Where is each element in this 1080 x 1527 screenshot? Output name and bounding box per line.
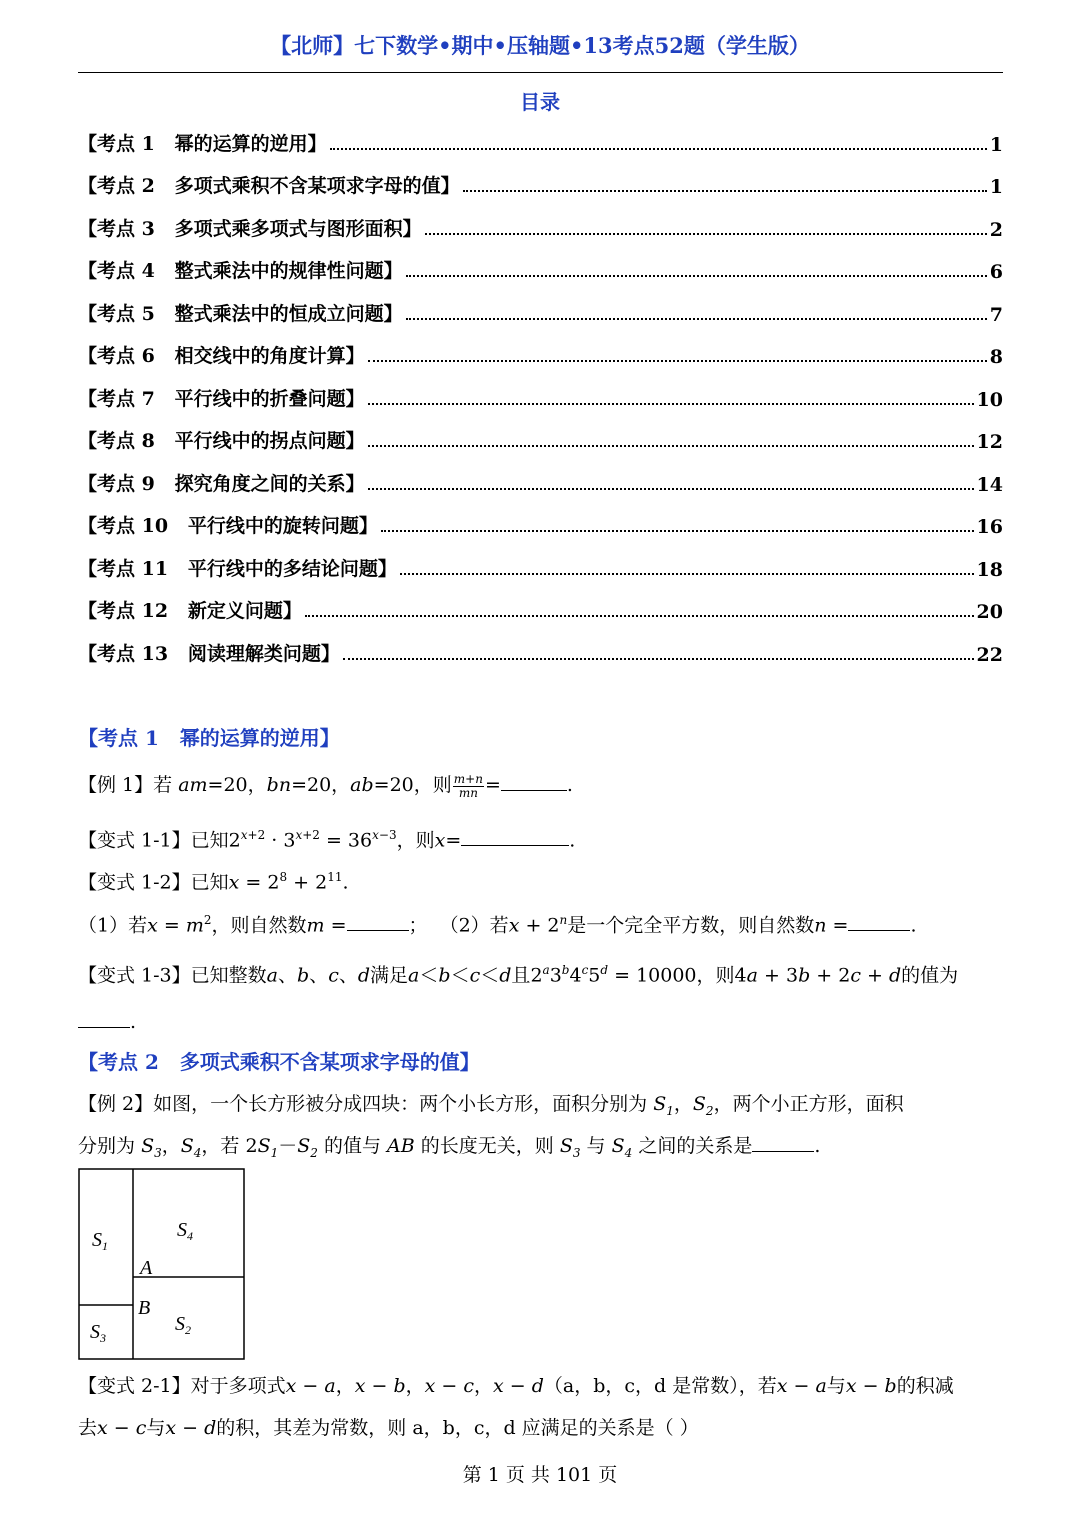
variant-2-1-line1: 【变式 2-1】对于多项式x − a，x − b，x − c，x − d（a，b，c，d 是常数），若x − a与x − b的积减	[78, 1375, 954, 1397]
toc-item-label: 【考点 9 探究角度之间的关系】	[78, 473, 365, 495]
toc-leader-dots	[305, 615, 974, 617]
section-title: 【考点 2 多项式乘积不含某项求字母的值】	[78, 1050, 480, 1074]
toc-item[interactable]	[78, 593, 1003, 623]
toc-leader-dots	[330, 148, 987, 150]
toc-item[interactable]	[78, 253, 1003, 283]
toc-item-page: 14	[976, 474, 1003, 496]
example-2-line2: 分别为 $S_3$，$S_4$，若 $2S_1-S_2$ 的值与 AB 的长度无关，则 $S_3$ 与 $S_4$ 之间的关系是 .	[78, 1126, 1003, 1173]
label-a: A	[140, 1257, 153, 1279]
toc-item[interactable]	[78, 423, 1003, 453]
variant-label: 【变式 2-1】	[78, 1375, 191, 1397]
toc-item-page: 10	[976, 389, 1003, 411]
variant-label: 【变式 1-2】	[78, 871, 191, 894]
toc-item[interactable]	[78, 551, 1003, 581]
label-s2: $S_2$	[175, 1313, 191, 1337]
toc-item-page: 8	[989, 346, 1003, 368]
toc-item-page: 12	[976, 431, 1003, 453]
label-s1: $S_1$	[92, 1229, 108, 1253]
toc-item[interactable]	[78, 381, 1003, 411]
toc-item[interactable]	[78, 636, 1003, 666]
toc-item-page: 1	[989, 176, 1003, 198]
toc-item-page: 6	[989, 261, 1003, 283]
toc-item[interactable]	[78, 168, 1003, 198]
label-s3: $S_3$	[90, 1321, 106, 1345]
toc-item-page: 1	[989, 134, 1003, 156]
toc-item-page: 20	[976, 601, 1003, 623]
toc-item-label: 【考点 1 幂的运算的逆用】	[78, 133, 327, 155]
toc-leader-dots	[368, 488, 974, 490]
label-b: B	[138, 1297, 151, 1319]
toc-leader-dots	[368, 445, 974, 447]
label-s4: $S_4$	[177, 1219, 193, 1243]
toc-item[interactable]	[78, 508, 1003, 538]
toc-leader-dots	[425, 233, 987, 235]
toc-item-label: 【考点 6 相交线中的角度计算】	[78, 345, 365, 367]
variant-1-3-blank: .	[78, 1002, 1003, 1042]
toc-item-label: 【考点 2 多项式乘积不含某项求字母的值】	[78, 175, 460, 197]
toc-title: 目录	[520, 90, 560, 114]
section-title: 【考点 1 幂的运算的逆用】	[78, 726, 340, 750]
toc-item-label: 【考点 4 整式乘法中的规律性问题】	[78, 260, 403, 282]
variant-2-1-line2: 去x − c与x − d的积，其差为常数，则 a，b，c，d 应满足的关系是（ ）	[78, 1417, 699, 1439]
toc-item-page: 2	[989, 219, 1003, 241]
toc-item-label: 【考点 3 多项式乘多项式与图形面积】	[78, 218, 422, 240]
variant-1-3: 【变式 1-3】已知整数a、b、c、d满足a＜b＜c＜d且$2^a3^b4^c5^d = 10000$，则4a + 3b + 2c + d的值为	[78, 963, 959, 987]
variant-label: 【变式 1-3】	[78, 964, 191, 987]
toc-leader-dots	[406, 318, 987, 320]
toc-leader-dots	[381, 530, 974, 532]
answer-blank[interactable]	[347, 911, 409, 931]
toc-leader-dots	[368, 360, 987, 362]
toc-item[interactable]	[78, 126, 1003, 156]
toc-item-label: 【考点 7 平行线中的折叠问题】	[78, 388, 365, 410]
toc-item[interactable]	[78, 466, 1003, 496]
toc-item-label: 【考点 10 平行线中的旋转问题】	[78, 515, 378, 537]
toc-item[interactable]	[78, 211, 1003, 241]
answer-blank[interactable]	[848, 911, 910, 931]
toc-leader-dots	[406, 275, 987, 277]
toc-item-page: 7	[989, 304, 1003, 326]
example-2-line1: 【例 2】如图，一个长方形被分成四块：两个小长方形，面积分别为 $S_1$，$S_2$，两个小正方形，面积	[78, 1093, 904, 1118]
toc-item-label: 【考点 8 平行线中的拐点问题】	[78, 430, 365, 452]
fraction: $\frac{m+n}{mn}$	[453, 771, 483, 800]
toc-item-label: 【考点 5 整式乘法中的恒成立问题】	[78, 303, 403, 325]
toc-item-page: 18	[976, 559, 1003, 581]
variant-1-2: 【变式 1-2】已知$x = 2^8 + 2^{11}$.	[78, 870, 349, 894]
example-label: 【例 1】	[78, 774, 154, 796]
variant-1-2-parts: （1）若$x = m^2$，则自然数m = ； （2）若$x + 2^n$是一个完全平方数，则自然数n = .	[78, 913, 917, 937]
toc-item-label: 【考点 11 平行线中的多结论问题】	[78, 558, 397, 580]
example-label: 【例 2】	[78, 1093, 154, 1115]
toc-item-label: 【考点 12 新定义问题】	[78, 600, 302, 622]
page-footer: 第 1 页 共 101 页	[462, 1464, 618, 1486]
toc-leader-dots	[400, 573, 974, 575]
answer-blank[interactable]	[501, 771, 567, 791]
toc-item[interactable]	[78, 338, 1003, 368]
toc-leader-dots	[463, 190, 987, 192]
variant-1-1: 【变式 1-1】已知$2^{x+2} \cdot 3^{x+2} = 36^{x-3}$，则x= .	[78, 828, 576, 852]
toc-item-label: 【考点 13 阅读理解类问题】	[78, 643, 340, 665]
answer-blank[interactable]	[461, 826, 569, 846]
answer-blank[interactable]	[752, 1132, 814, 1152]
toc-item[interactable]	[78, 296, 1003, 326]
toc-item-page: 22	[976, 644, 1003, 666]
toc-item-page: 16	[976, 516, 1003, 538]
header-divider	[78, 72, 1003, 73]
toc-leader-dots	[343, 658, 974, 660]
document-header: 【北师】七下数学•期中•压轴题•13考点52题（学生版）	[270, 33, 810, 58]
variant-label: 【变式 1-1】	[78, 829, 191, 852]
example-1: 【例 1】若 am=20，bn=20，ab=20，则 $\frac{m+n}{mn}$ = .	[78, 771, 573, 800]
answer-blank[interactable]	[78, 1008, 130, 1028]
rectangle-figure	[78, 1168, 248, 1363]
toc-leader-dots	[368, 403, 974, 405]
